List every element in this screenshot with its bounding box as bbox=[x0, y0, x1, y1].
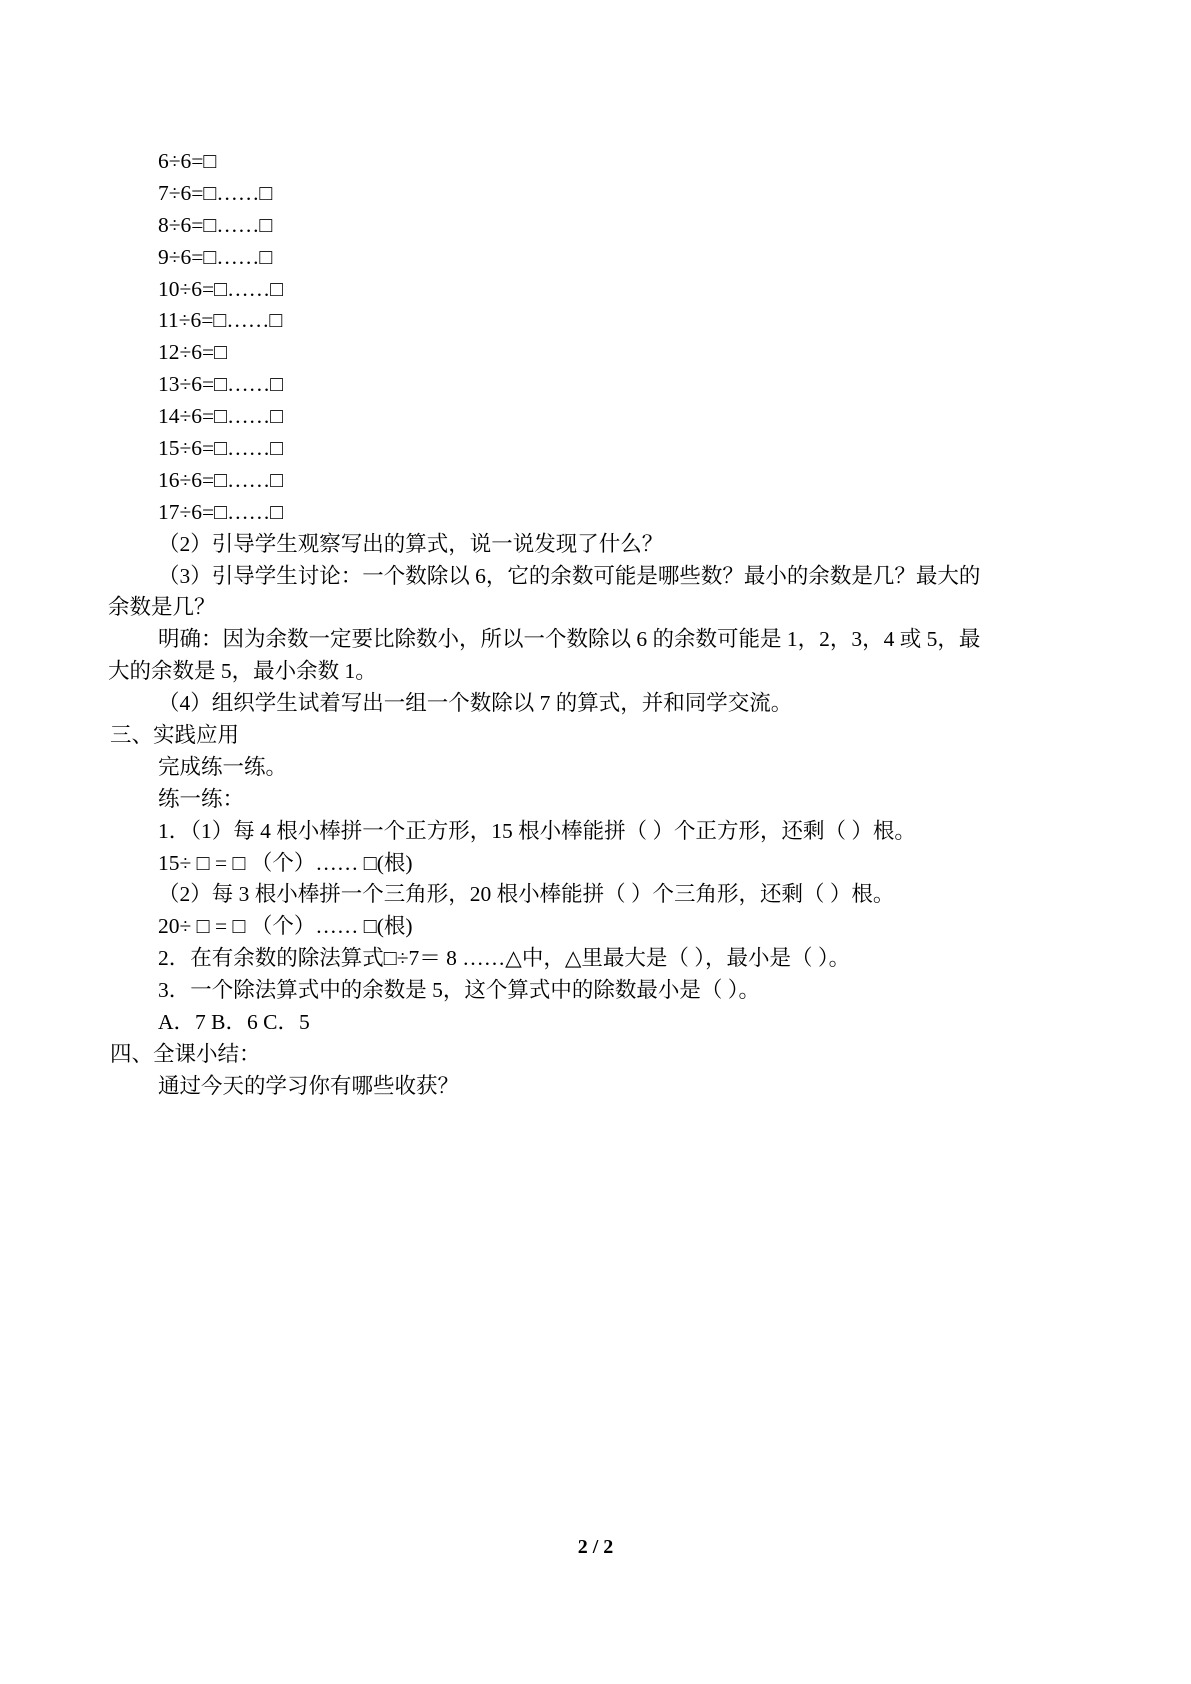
equation-line: 13÷6=□……□ bbox=[158, 372, 284, 397]
guide-step-3: （3）引导学生讨论：一个数除以 6，它的余数可能是哪些数？最小的余数是几？最大的 bbox=[158, 563, 981, 588]
section-heading-practice: 三、实践应用 bbox=[110, 723, 240, 748]
section-heading-summary: 四、全课小结： bbox=[110, 1041, 261, 1066]
question-1-part-2-formula: 20÷ □ = □ （个）…… □(根) bbox=[158, 914, 413, 939]
equation-line: 14÷6=□……□ bbox=[158, 404, 284, 429]
practice-intro: 完成练一练。 bbox=[158, 754, 288, 779]
guide-step-2: （2）引导学生观察写出的算式，说一说发现了什么？ bbox=[158, 531, 664, 556]
equation-line: 6÷6=□ bbox=[158, 149, 217, 173]
page-number: 2 / 2 bbox=[577, 1536, 614, 1558]
equation-line: 16÷6=□……□ bbox=[158, 467, 284, 492]
question-2: 2．在有余数的除法算式□÷7＝ 8 ……△中，△里最大是（ ），最小是（ ）。 bbox=[158, 946, 851, 971]
equation-line: 8÷6=□……□ bbox=[158, 212, 273, 237]
equation-line: 10÷6=□……□ bbox=[158, 276, 284, 301]
document-body bbox=[0, 146, 1191, 1103]
question-3-options: A．7 B．6 C．5 bbox=[158, 1010, 310, 1035]
practice-label: 练一练： bbox=[158, 786, 245, 811]
question-1-part-2: （2）每 3 根小棒拼一个三角形，20 根小棒能拼（ ）个三角形，还剩（ ）根。 bbox=[158, 882, 895, 907]
equation-line: 9÷6=□……□ bbox=[158, 244, 273, 269]
clarification-cont: 大的余数是 5，最小余数 1。 bbox=[108, 659, 377, 684]
equation-line: 15÷6=□……□ bbox=[158, 436, 284, 461]
equation-line: 17÷6=□……□ bbox=[158, 499, 284, 524]
equation-line: 7÷6=□……□ bbox=[158, 180, 273, 205]
question-3: 3．一个除法算式中的余数是 5，这个算式中的除数最小是（ ）。 bbox=[158, 978, 761, 1003]
summary-question: 通过今天的学习你有哪些收获？ bbox=[158, 1073, 460, 1098]
guide-step-3-cont: 余数是几？ bbox=[108, 595, 216, 620]
clarification: 明确：因为余数一定要比除数小，所以一个数除以 6 的余数可能是 1，2，3，4 或 5，最 bbox=[158, 627, 981, 652]
equation-line: 11÷6=□……□ bbox=[158, 308, 283, 333]
question-1-part-1-formula: 15÷ □ = □ （个）…… □(根) bbox=[158, 850, 413, 875]
guide-step-4: （4）组织学生试着写出一组一个数除以 7 的算式，并和同学交流。 bbox=[158, 691, 793, 716]
question-1-part-1: 1．（1）每 4 根小棒拼一个正方形，15 根小棒能拼（ ）个正方形，还剩（ ）根。 bbox=[158, 818, 916, 843]
equation-line: 12÷6=□ bbox=[158, 340, 228, 365]
